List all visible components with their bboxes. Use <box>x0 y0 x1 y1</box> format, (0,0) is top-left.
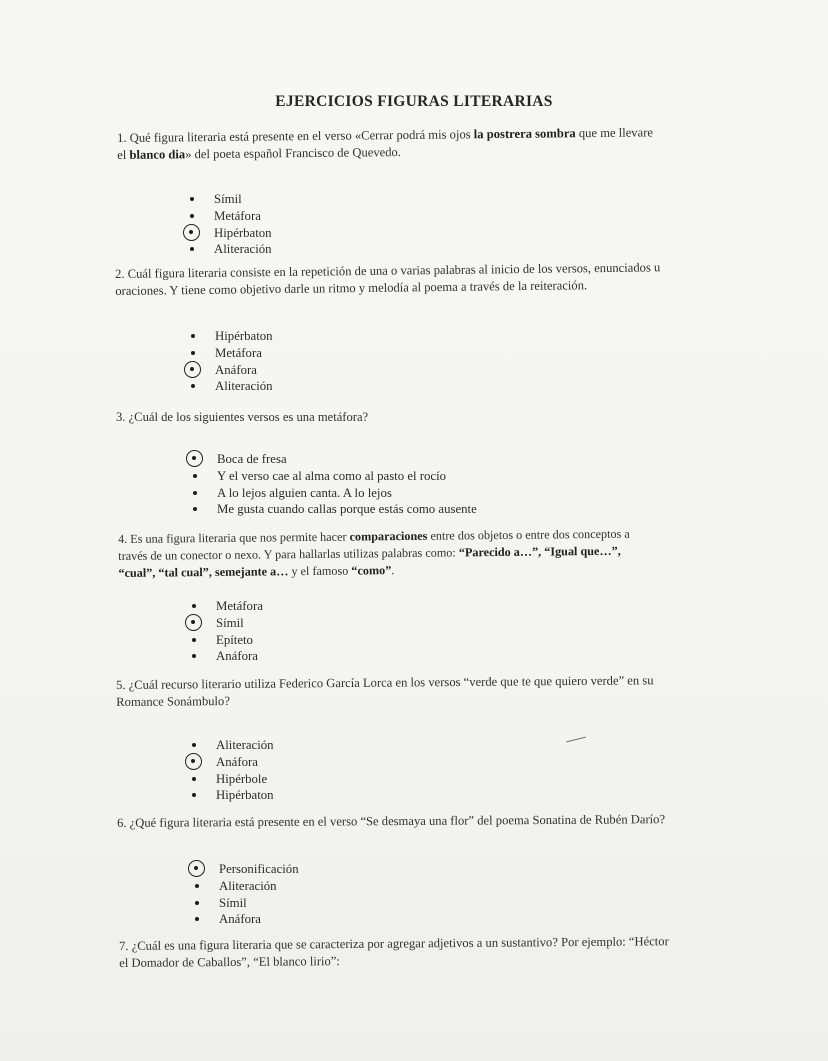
question-3-line-1: 3. ¿Cuál de los siguientes versos es una metáfora? <box>116 410 369 424</box>
bullet-icon <box>195 884 199 888</box>
bullet-icon <box>192 654 196 658</box>
bullet-icon <box>192 604 196 608</box>
bullet-icon <box>190 214 194 218</box>
option-item[interactable]: Me gusta cuando callas porque estás como ausente <box>188 501 477 518</box>
bullet-icon <box>192 638 196 642</box>
question-7 <box>119 933 669 972</box>
question-2 <box>115 259 661 300</box>
option-item[interactable]: Metáfora <box>187 598 263 615</box>
question-4 <box>118 526 630 582</box>
option-item-selected[interactable]: Anáfora <box>186 362 273 379</box>
bullet-icon <box>191 351 195 355</box>
selected-circle-icon <box>185 614 202 631</box>
selected-circle-icon <box>183 224 200 241</box>
question-5 <box>116 672 654 711</box>
bullet-icon <box>193 507 197 511</box>
option-item[interactable]: Hipérbaton <box>186 328 273 345</box>
question-5-options <box>187 737 274 804</box>
question-3-options <box>188 451 477 518</box>
question-4-options <box>187 598 263 665</box>
question-6-line-1: 6. ¿Qué figura literaria está presente en el verso “Se desmaya una flor” del poema Sonatina de Rubén Darío? <box>117 812 666 830</box>
question-2-options <box>186 328 273 395</box>
question-6 <box>117 811 665 832</box>
pen-stroke-mark <box>566 737 586 743</box>
bullet-icon <box>193 474 197 478</box>
option-item-selected[interactable]: Personificación <box>190 861 299 878</box>
selected-circle-icon <box>185 753 202 770</box>
page-title: EJERCICIOS FIGURAS LITERARIAS <box>275 93 553 110</box>
question-4-line-2: través de un conector o nexo. Y para hallarlas utilizas palabras como: “Parecido a…”, “Igual que…”, <box>118 543 621 563</box>
question-1-line-2: el blanco dia» del poeta español Francisco de Quevedo. <box>117 145 401 162</box>
bullet-icon <box>193 491 197 495</box>
option-item[interactable]: Hipérbole <box>187 771 274 788</box>
option-item[interactable]: Aliteración <box>186 378 273 395</box>
question-2-line-1: 2. Cuál figura literaria consiste en la repetición de una o varias palabras al inicio de los versos, enunciados u <box>115 260 661 281</box>
question-4-line-3: “cual”, “tal cual”, semejante a… y el famoso “como”. <box>118 563 395 580</box>
question-3 <box>116 409 368 426</box>
question-6-options <box>190 861 299 928</box>
selected-circle-icon <box>188 860 205 877</box>
bullet-icon <box>190 247 194 251</box>
option-item[interactable]: Epíteto <box>187 632 263 649</box>
bullet-icon <box>192 793 196 797</box>
question-5-line-2: Romance Sonámbulo? <box>116 694 230 709</box>
question-5-line-1: 5. ¿Cuál recurso literario utiliza Federico García Lorca en los versos “verde que te que quiero verde” en su <box>116 673 654 692</box>
option-item[interactable]: Símil <box>190 895 299 912</box>
option-item-selected[interactable]: Anáfora <box>187 754 274 771</box>
question-4-line-1: 4. Es una figura literaria que nos permite hacer comparaciones entre dos objetos o entre dos conceptos a <box>118 526 630 546</box>
option-item[interactable]: A lo lejos alguien canta. A lo lejos <box>188 485 477 502</box>
question-1 <box>117 124 653 164</box>
bullet-icon <box>195 917 199 921</box>
bullet-icon <box>191 334 195 338</box>
option-item[interactable]: Metáfora <box>185 208 272 225</box>
option-item[interactable]: Anáfora <box>190 911 299 928</box>
option-item[interactable]: Aliteración <box>187 737 274 754</box>
option-item[interactable]: Aliteración <box>190 878 299 895</box>
selected-circle-icon <box>186 450 203 467</box>
option-item[interactable]: Aliteración <box>185 241 272 258</box>
option-item-selected[interactable]: Boca de fresa <box>188 451 477 468</box>
option-item-selected[interactable]: Símil <box>187 615 263 632</box>
option-item[interactable]: Anáfora <box>187 648 263 665</box>
option-item[interactable]: Hipérbaton <box>187 787 274 804</box>
option-item-selected[interactable]: Hipérbaton <box>185 225 272 242</box>
option-item[interactable]: Símil <box>185 191 272 208</box>
question-1-options <box>185 191 272 258</box>
question-7-line-1: 7. ¿Cuál es una figura literaria que se caracteriza por agregar adjetivos a un sustantivo? Por ejemplo: “Héctor <box>119 934 669 953</box>
bullet-icon <box>190 197 194 201</box>
bullet-icon <box>195 901 199 905</box>
question-2-line-2: oraciones. Y tiene como objetivo darle un ritmo y melodía al poema a través de la reiteración. <box>115 278 588 298</box>
bullet-icon <box>191 384 195 388</box>
option-item[interactable]: Metáfora <box>186 345 273 362</box>
selected-circle-icon <box>184 361 201 378</box>
question-7-line-2: el Domador de Caballos”, “El blanco lirio”: <box>119 954 340 970</box>
bullet-icon <box>192 777 196 781</box>
bullet-icon <box>192 743 196 747</box>
question-1-line-1: 1. Qué figura literaria está presente en el verso «Cerrar podrá mis ojos la postrera sombra que me llevare <box>117 125 654 145</box>
option-item[interactable]: Y el verso cae al alma como al pasto el rocío <box>188 468 477 485</box>
